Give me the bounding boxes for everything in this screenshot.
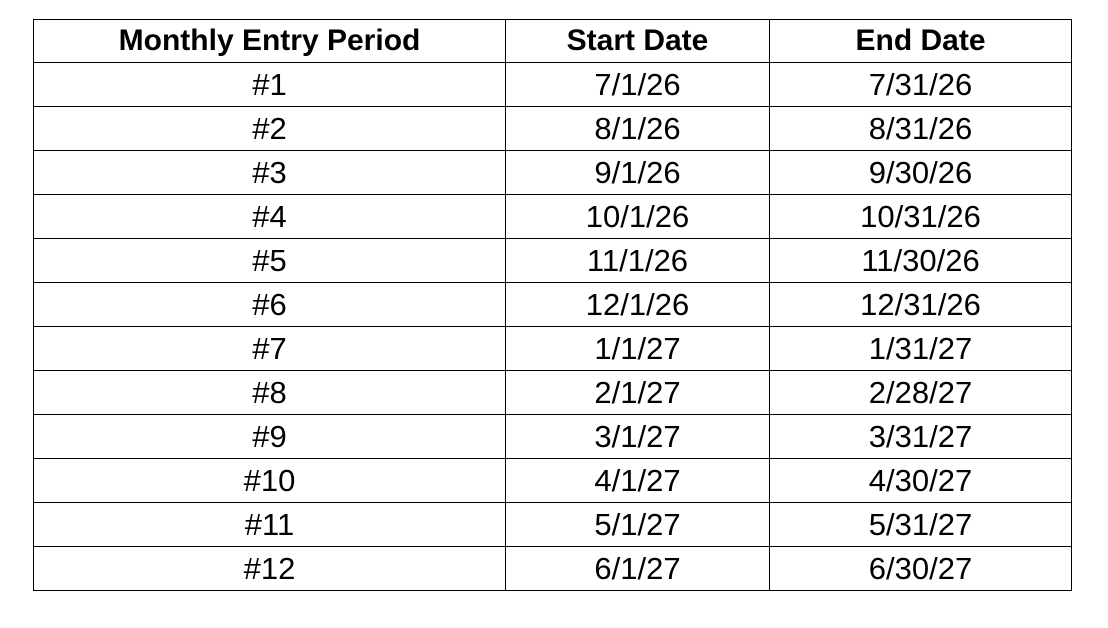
period-cell: #10 [34,459,506,503]
header-monthly-entry-period: Monthly Entry Period [34,20,506,63]
end-date-cell: 4/30/27 [770,459,1072,503]
start-date-cell: 3/1/27 [506,415,770,459]
start-date-cell: 5/1/27 [506,503,770,547]
start-date-cell: 12/1/26 [506,283,770,327]
end-date-cell: 2/28/27 [770,371,1072,415]
start-date-cell: 4/1/27 [506,459,770,503]
start-date-cell: 9/1/26 [506,151,770,195]
table-row [34,371,1072,415]
table-body [34,63,1072,591]
table-row [34,63,1072,107]
table-row [34,107,1072,151]
period-cell: #12 [34,547,506,591]
table-header [34,20,1072,63]
end-date-cell: 5/31/27 [770,503,1072,547]
end-date-cell: 9/30/26 [770,151,1072,195]
end-date-cell: 11/30/26 [770,239,1072,283]
end-date-cell: 10/31/26 [770,195,1072,239]
end-date-cell: 12/31/26 [770,283,1072,327]
period-cell: #9 [34,415,506,459]
end-date-cell: 7/31/26 [770,63,1072,107]
table-row [34,239,1072,283]
period-cell: #5 [34,239,506,283]
period-cell: #4 [34,195,506,239]
start-date-cell: 1/1/27 [506,327,770,371]
end-date-cell: 1/31/27 [770,327,1072,371]
table-row [34,327,1072,371]
table-row [34,415,1072,459]
table-row [34,547,1072,591]
start-date-cell: 10/1/26 [506,195,770,239]
start-date-cell: 2/1/27 [506,371,770,415]
end-date-cell: 3/31/27 [770,415,1072,459]
period-cell: #11 [34,503,506,547]
period-cell: #2 [34,107,506,151]
end-date-cell: 8/31/26 [770,107,1072,151]
period-cell: #3 [34,151,506,195]
period-cell: #7 [34,327,506,371]
start-date-cell: 6/1/27 [506,547,770,591]
entry-period-table [33,19,1072,591]
period-cell: #8 [34,371,506,415]
header-row [34,20,1072,63]
table-row [34,151,1072,195]
start-date-cell: 7/1/26 [506,63,770,107]
period-cell: #6 [34,283,506,327]
header-start-date: Start Date [506,20,770,63]
end-date-cell: 6/30/27 [770,547,1072,591]
table-row [34,503,1072,547]
period-cell: #1 [34,63,506,107]
table-row [34,459,1072,503]
header-end-date: End Date [770,20,1072,63]
start-date-cell: 8/1/26 [506,107,770,151]
table-row [34,283,1072,327]
start-date-cell: 11/1/26 [506,239,770,283]
table-row [34,195,1072,239]
